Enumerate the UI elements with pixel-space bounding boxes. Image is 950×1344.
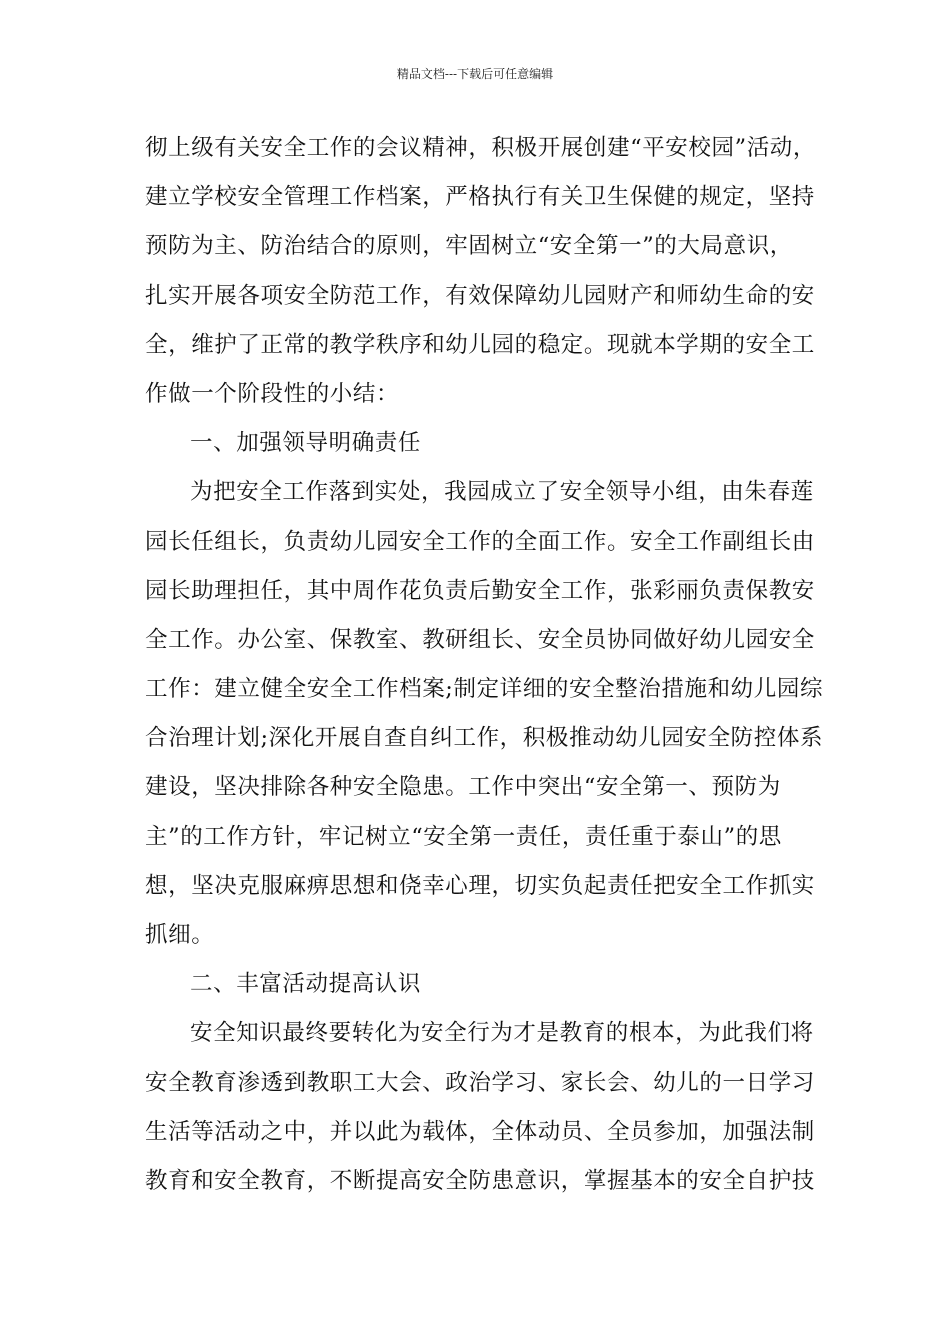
paragraph-line: 安全教育渗透到教职工大会、政治学习、家长会、幼儿的一日学习 [145,1069,815,1096]
paragraph-line: 全，维护了正常的教学秩序和幼儿园的稳定。现就本学期的安全工 [145,331,815,358]
paragraph-line: 全工作。办公室、保教室、教研组长、安全员协同做好幼儿园安全 [145,626,815,653]
paragraph-line-indented: 一、加强领导明确责任 [190,430,422,457]
paragraph-line: 合治理计划;深化开展自查自纠工作，积极推动幼儿园安全防控体系 [145,725,824,752]
paragraph-line: 抓细。 [145,922,215,948]
paragraph-line: 园长助理担任，其中周作花负责后勤安全工作，张彩丽负责保教安 [145,577,815,604]
page-header: 精品文档---下载后可任意编辑 [396,67,554,81]
paragraph-line: 园长任组长，负责幼儿园安全工作的全面工作。安全工作副组长由 [145,528,815,555]
paragraph-line: 预防为主、防治结合的原则，牢固树立“安全第一”的大局意识， [145,233,793,260]
paragraph-line: 作做一个阶段性的小结： [145,380,400,407]
document-body [145,124,824,1206]
paragraph-line: 生活等活动之中，并以此为载体，全体动员、全员参加，加强法制 [145,1118,815,1145]
paragraph-line: 主”的工作方针，牢记树立“安全第一责任，责任重于泰山”的思 [145,823,782,850]
paragraph-line: 彻上级有关安全工作的会议精神，积极开展创建“平安校园”活动， [145,135,817,161]
paragraph-line-indented: 为把安全工作落到实处，我园成立了安全领导小组，由朱春莲 [190,479,814,506]
paragraph-line: 建设，坚决排除各种安全隐患。工作中突出“安全第一、预防为 [145,774,781,801]
paragraph-line: 扎实开展各项安全防范工作，有效保障幼儿园财产和师幼生命的安 [145,282,815,309]
paragraph-line: 工作：建立健全安全工作档案;制定详细的安全整治措施和幼儿园综 [145,676,824,703]
paragraph-line: 想，坚决克服麻痹思想和侥幸心理，切实负起责任把安全工作抓实 [145,872,815,899]
paragraph-line-indented: 二、丰富活动提高认识 [190,971,422,998]
paragraph-line-indented: 安全知识最终要转化为安全行为才是教育的根本，为此我们将 [190,1020,814,1047]
paragraph-line: 教育和安全教育，不断提高安全防患意识，掌握基本的安全自护技 [145,1167,815,1194]
paragraph-line: 建立学校安全管理工作档案，严格执行有关卫生保健的规定，坚持 [145,184,815,211]
